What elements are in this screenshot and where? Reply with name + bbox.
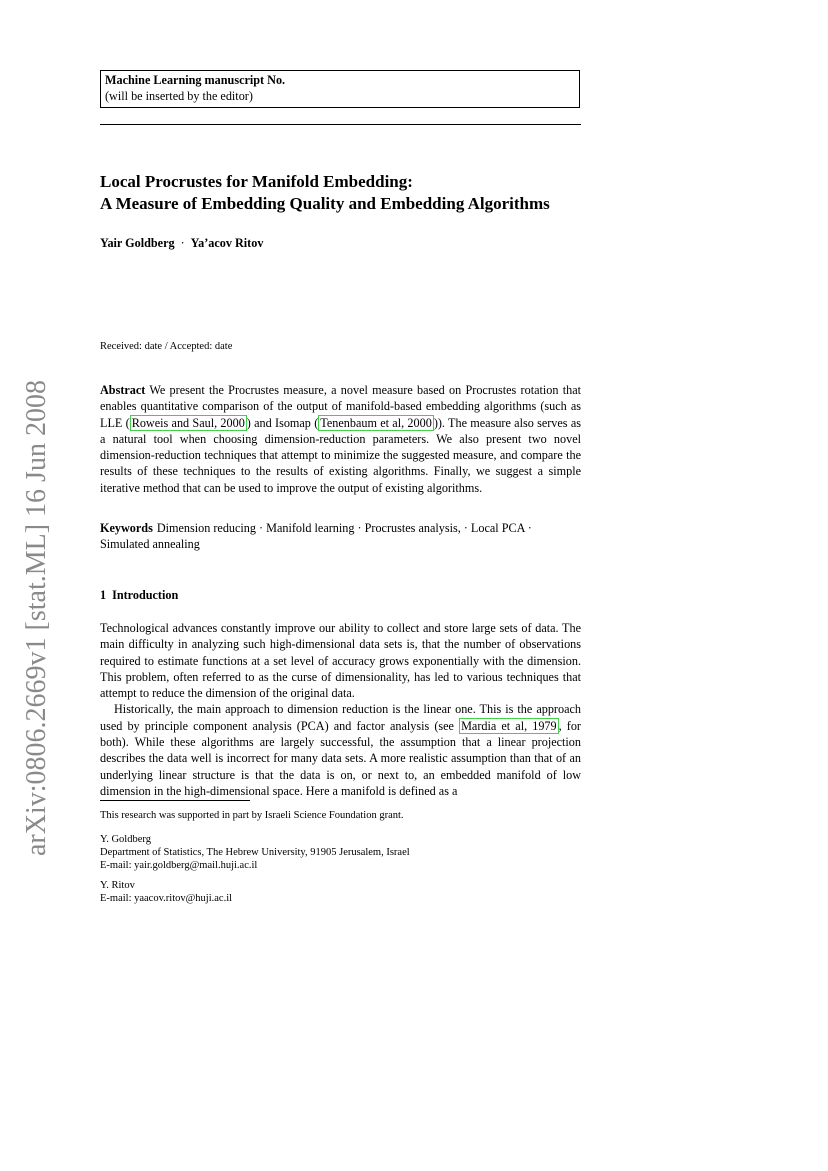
intro-paragraph-2-part-1: Historically, the main approach to dimension reduction is the linear one. This is the approach used by principle component analysis (PCA) and factor analysis (see xyxy=(100,702,581,733)
intro-paragraph-2-part-2: , for both). While these algorithms are largely successful, the assumption that a linear projection describes the data well is incorrect for many data sets. A more realistic assumption than that of an underlying linear structure is that the data is on, or next to, an embedded manifold of low dimension in the high-dimensional space. Here a manifold is defined as a xyxy=(100,718,581,798)
manuscript-header-box xyxy=(100,70,580,108)
footnote-rule xyxy=(100,800,250,801)
affiliation-name: Y. Ritov xyxy=(100,880,135,891)
title-line-2: A Measure of Embedding Quality and Embedding Algorithms xyxy=(100,194,550,213)
keywords-text: Dimension reducing · Manifold learning · Procrustes analysis, · Local PCA · Simulated annealing xyxy=(100,521,532,552)
arxiv-stamp: arXiv:0806.2669v1 [stat.ML] 16 Jun 2008 xyxy=(21,380,52,856)
author-1: Yair Goldberg xyxy=(100,236,175,250)
affiliation-goldberg xyxy=(100,833,581,873)
abstract-label: Abstract xyxy=(100,383,146,397)
header-rule xyxy=(100,124,581,125)
affiliation-name: Y. Goldberg xyxy=(100,834,151,845)
abstract xyxy=(100,382,581,496)
intro-paragraph-2 xyxy=(100,701,581,799)
affiliation-email: E-mail: yair.goldberg@mail.huji.ac.il xyxy=(100,860,258,872)
abstract-text-3: )). The measure also serves as a natural tool when choosing dimension-reduction parameters. We also present two novel dimension-reduction techniques that attempt to minimize the suggested measure, and compare the results of these techniques to the results of existing algorithms. Finally, we suggest a simple iterative method that can be used to improve the output of existing algorithms. xyxy=(100,415,581,495)
intro-paragraph-1: Technological advances constantly improve our ability to collect and store large sets of data. The main difficulty in analyzing such high-dimensional data sets is, that the number of observations required to estimate functions at a set level of accuracy grows exponentially with the dimension. This problem, often referred to as the curse of dimensionality, has led to various techniques that attempt to reduce the dimension of the original data. xyxy=(100,621,581,701)
abstract-text-2: ) and Isomap ( xyxy=(246,415,319,430)
author-2: Ya’acov Ritov xyxy=(190,236,264,250)
keywords-label: Keywords xyxy=(100,521,153,535)
section-heading xyxy=(100,588,178,603)
editor-note: (will be inserted by the editor) xyxy=(105,88,253,103)
footnote: This research was supported in part by Israeli Science Foundation grant. xyxy=(100,810,404,821)
author-list xyxy=(100,236,263,251)
journal-name: Machine Learning manuscript No. xyxy=(105,73,286,87)
introduction-body xyxy=(100,620,581,799)
citation-link-mardia[interactable]: Mardia et al, 1979 xyxy=(461,718,557,733)
affiliation-ritov xyxy=(100,879,581,905)
abstract-text-1: We present the Procrustes measure, a novel measure based on Procrustes rotation that enables quantitative comparison of the output of manifold-based embedding algorithms (such as LLE ( xyxy=(100,383,581,430)
author-separator: · xyxy=(180,236,185,250)
section-number: 1 xyxy=(100,588,107,602)
title-line-1: Local Procrustes for Manifold Embedding: xyxy=(100,172,413,191)
section-title: Introduction xyxy=(112,588,179,602)
affiliation-email: E-mail: yaacov.ritov@huji.ac.il xyxy=(100,893,233,905)
keywords xyxy=(100,520,581,553)
affiliation-department: Department of Statistics, The Hebrew University, 91905 Jerusalem, Israel xyxy=(100,847,410,859)
received-date: Received: date / Accepted: date xyxy=(100,341,233,352)
paper-title xyxy=(100,171,600,215)
citation-link-roweis[interactable]: Roweis and Saul, 2000 xyxy=(131,415,245,430)
citation-link-tenenbaum[interactable]: Tenenbaum et al, 2000 xyxy=(320,415,432,430)
